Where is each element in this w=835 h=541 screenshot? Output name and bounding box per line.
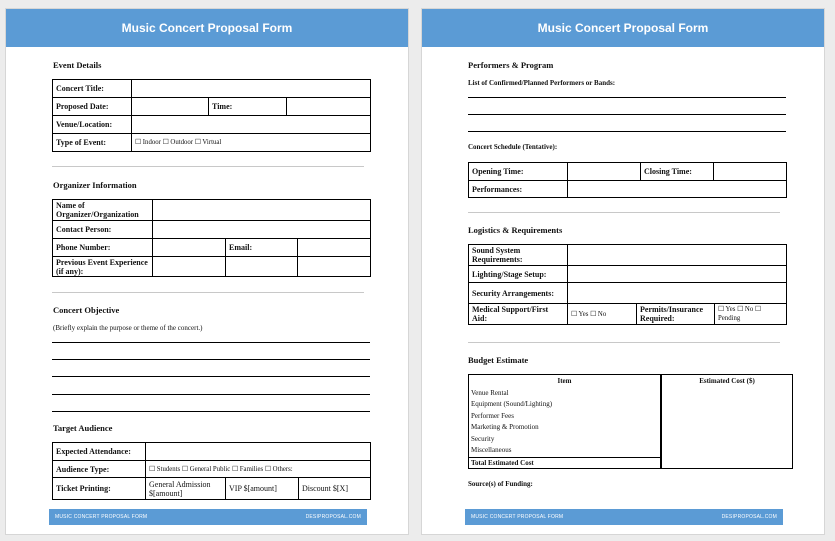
divider — [468, 342, 780, 343]
opening-time-label: Opening Time: — [469, 163, 568, 181]
organizer-name-field[interactable] — [153, 200, 371, 221]
medical-options[interactable]: ☐ Yes ☐ No — [568, 304, 637, 325]
performers-line[interactable] — [468, 131, 786, 132]
budget-table — [468, 374, 793, 469]
lighting-label: Lighting/Stage Setup: — [469, 266, 568, 283]
page-header — [422, 9, 824, 47]
funding-label: Source(s) of Funding: — [468, 480, 533, 488]
venue-field[interactable] — [132, 116, 371, 134]
objective-line[interactable] — [52, 342, 370, 343]
proposed-date-field[interactable] — [132, 98, 209, 116]
performers-line[interactable] — [468, 97, 786, 98]
proposed-date-label: Proposed Date: — [53, 98, 132, 116]
sound-field[interactable] — [568, 245, 787, 266]
budget-cost-header: Estimated Cost ($) — [699, 377, 755, 385]
contact-person-label: Contact Person: — [53, 221, 153, 239]
performances-label: Performances: — [469, 181, 568, 198]
footer-right-text: DESIPROPOSAL.COM — [721, 514, 777, 520]
page-footer — [465, 509, 783, 525]
page-footer — [49, 509, 367, 525]
budget-total-label: Total Estimated Cost — [471, 459, 534, 467]
logistics-table — [468, 244, 787, 325]
event-details-heading: Event Details — [53, 60, 102, 70]
permits-options[interactable]: ☐ Yes ☐ No ☐ Pending — [715, 304, 787, 325]
budget-item: Security — [471, 435, 495, 443]
budget-item: Venue Rental — [471, 389, 509, 397]
previous-experience-field-3[interactable] — [298, 257, 371, 277]
performances-field[interactable] — [568, 181, 787, 198]
objective-line[interactable] — [52, 359, 370, 360]
footer-right-text: DESIPROPOSAL.COM — [305, 514, 361, 520]
form-title: Music Concert Proposal Form — [537, 21, 709, 35]
venue-label: Venue/Location: — [53, 116, 132, 134]
performers-list-label: List of Confirmed/Planned Performers or Bands: — [468, 79, 616, 87]
lighting-field[interactable] — [568, 266, 787, 283]
objective-hint: (Briefly explain the purpose or theme of the concert.) — [53, 324, 203, 332]
budget-item: Equipment (Sound/Lighting) — [471, 400, 553, 408]
vip-field[interactable]: VIP $[amount] — [226, 478, 299, 500]
page-header — [6, 9, 408, 47]
budget-item: Marketing & Promotion — [471, 423, 539, 431]
previous-experience-field-1[interactable] — [153, 257, 226, 277]
form-page-1 — [5, 8, 409, 535]
previous-experience-field-2[interactable] — [226, 257, 298, 277]
time-field[interactable] — [287, 98, 371, 116]
previous-experience-label: Previous Event Experience (if any): — [53, 257, 153, 277]
security-field[interactable] — [568, 283, 787, 304]
budget-item-header: Item — [557, 377, 572, 385]
event-type-label: Type of Event: — [53, 134, 132, 152]
audience-heading: Target Audience — [53, 423, 113, 433]
discount-field[interactable]: Discount $[X] — [299, 478, 371, 500]
objective-line[interactable] — [52, 394, 370, 395]
organizer-table — [52, 199, 371, 277]
closing-time-field[interactable] — [714, 163, 787, 181]
phone-label: Phone Number: — [53, 239, 153, 257]
opening-time-field[interactable] — [568, 163, 641, 181]
time-label: Time: — [209, 98, 287, 116]
contact-person-field[interactable] — [153, 221, 371, 239]
audience-type-label: Audience Type: — [53, 461, 146, 478]
audience-type-options[interactable]: ☐ Students ☐ General Public ☐ Families ☐ Others: — [146, 461, 371, 478]
medical-label: Medical Support/First Aid: — [469, 304, 568, 325]
organizer-heading: Organizer Information — [53, 180, 137, 190]
footer-left-text: MUSIC CONCERT PROPOSAL FORM — [471, 514, 564, 520]
budget-total-rule — [469, 457, 660, 458]
email-field[interactable] — [298, 239, 371, 257]
schedule-table — [468, 162, 787, 198]
sound-label: Sound System Requirements: — [469, 245, 568, 266]
objective-heading: Concert Objective — [53, 305, 120, 315]
budget-item: Miscellaneous — [471, 446, 512, 454]
phone-field[interactable] — [153, 239, 226, 257]
form-page-2 — [421, 8, 825, 535]
attendance-field[interactable] — [146, 443, 371, 461]
organizer-name-label: Name of Organizer/Organization — [53, 200, 153, 221]
email-label: Email: — [226, 239, 298, 257]
event-details-table — [52, 79, 371, 152]
divider — [52, 166, 364, 167]
logistics-heading: Logistics & Requirements — [468, 225, 563, 235]
concert-title-label: Concert Title: — [53, 80, 132, 98]
general-admission-field[interactable]: General Admission $[amount] — [146, 478, 226, 500]
objective-line[interactable] — [52, 411, 370, 412]
ticket-printing-label: Ticket Printing: — [53, 478, 146, 500]
form-title: Music Concert Proposal Form — [121, 21, 293, 35]
permits-label: Permits/Insurance Required: — [637, 304, 715, 325]
performers-heading: Performers & Program — [468, 60, 554, 70]
objective-line[interactable] — [52, 376, 370, 377]
attendance-label: Expected Attendance: — [53, 443, 146, 461]
audience-table — [52, 442, 371, 500]
divider — [52, 292, 364, 293]
budget-item: Performer Fees — [471, 412, 514, 420]
budget-heading: Budget Estimate — [468, 355, 529, 365]
concert-title-field[interactable] — [132, 80, 371, 98]
budget-cost-field[interactable] — [664, 387, 790, 465]
footer-left-text: MUSIC CONCERT PROPOSAL FORM — [55, 514, 148, 520]
security-label: Security Arrangements: — [469, 283, 568, 304]
budget-column-divider — [660, 375, 662, 468]
event-type-options[interactable]: ☐ Indoor ☐ Outdoor ☐ Virtual — [132, 134, 371, 152]
divider — [468, 212, 780, 213]
schedule-label: Concert Schedule (Tentative): — [468, 143, 558, 151]
performers-line[interactable] — [468, 114, 786, 115]
closing-time-label: Closing Time: — [641, 163, 714, 181]
